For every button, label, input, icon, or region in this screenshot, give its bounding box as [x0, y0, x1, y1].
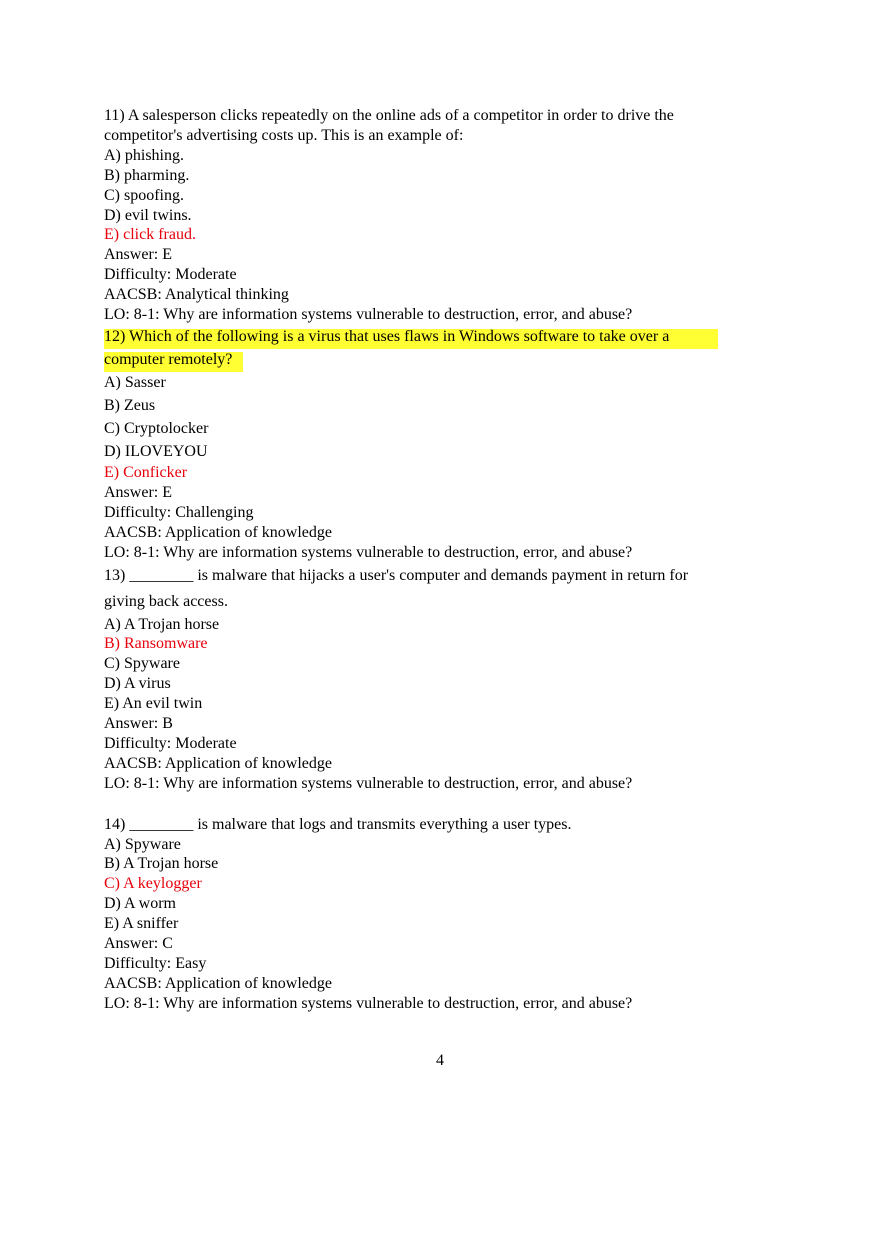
question-stem-line: 14) ________ is malware that logs and transmits everything a user types. — [104, 815, 572, 833]
difficulty: Difficulty: Moderate — [104, 734, 237, 752]
option-d: D) A virus — [104, 675, 171, 693]
aacsb: AACSB: Application of knowledge — [104, 523, 332, 541]
answer-key: Answer: C — [104, 935, 173, 953]
page-number: 4 — [436, 1052, 444, 1069]
option-e: E) An evil twin — [104, 695, 203, 713]
question-stem-line-highlighted: 12) Which of the following is a virus that uses flaws in Windows software to take over a — [104, 325, 744, 348]
learning-objective: LO: 8-1: Why are information systems vulnerable to destruction, error, and abuse? — [104, 543, 633, 561]
learning-objective: LO: 8-1: Why are information systems vulnerable to destruction, error, and abuse? — [104, 994, 633, 1012]
option-b: B) pharming. — [104, 166, 190, 184]
aacsb: AACSB: Analytical thinking — [104, 286, 289, 304]
option-c: C) Cryptolocker — [104, 419, 209, 437]
difficulty: Difficulty: Challenging — [104, 503, 254, 521]
question-stem-line-highlighted: computer remotely? — [104, 348, 744, 371]
question-stem-line: giving back access. — [104, 592, 228, 610]
aacsb: AACSB: Application of knowledge — [104, 754, 332, 772]
option-a: A) Spyware — [104, 835, 181, 853]
option-a: A) Sasser — [104, 373, 166, 391]
question-stem-line: 11) A salesperson clicks repeatedly on the online ads of a competitor in order to drive the — [104, 107, 674, 124]
option-b-correct: B) Ransomware — [104, 635, 208, 653]
answer-key: Answer: B — [104, 715, 173, 733]
question-list — [104, 106, 744, 1014]
paragraph-spacer — [104, 794, 744, 815]
option-e-correct: E) Conficker — [104, 463, 188, 481]
option-d: D) A worm — [104, 895, 176, 913]
answer-key: Answer: E — [104, 483, 172, 501]
answer-key: Answer: E — [104, 246, 172, 264]
options-list — [104, 371, 744, 463]
question-11 — [104, 106, 744, 325]
option-a: A) A Trojan horse — [104, 615, 220, 633]
difficulty: Difficulty: Moderate — [104, 266, 237, 284]
option-b: B) A Trojan horse — [104, 855, 219, 873]
learning-objective: LO: 8-1: Why are information systems vulnerable to destruction, error, and abuse? — [104, 774, 633, 792]
option-e: E) A sniffer — [104, 915, 179, 933]
option-b: B) Zeus — [104, 396, 156, 414]
question-12 — [104, 325, 744, 563]
difficulty: Difficulty: Easy — [104, 955, 207, 972]
option-e-correct: E) click fraud. — [104, 226, 196, 244]
option-c-correct: C) A keylogger — [104, 875, 202, 893]
option-d: D) ILOVEYOU — [104, 442, 208, 460]
aacsb: AACSB: Application of knowledge — [104, 974, 332, 992]
question-stem-line: competitor's advertising costs up. This is an example of: — [104, 126, 464, 144]
option-a: A) phishing. — [104, 146, 184, 164]
question-14 — [104, 815, 744, 1014]
option-c: C) spoofing. — [104, 186, 184, 204]
option-c: C) Spyware — [104, 655, 180, 673]
question-13 — [104, 563, 744, 794]
option-d: D) evil twins. — [104, 206, 192, 224]
question-stem-line: 13) ________ is malware that hijacks a user's computer and demands payment in return for — [104, 566, 689, 584]
learning-objective: LO: 8-1: Why are information systems vulnerable to destruction, error, and abuse? — [104, 306, 633, 324]
